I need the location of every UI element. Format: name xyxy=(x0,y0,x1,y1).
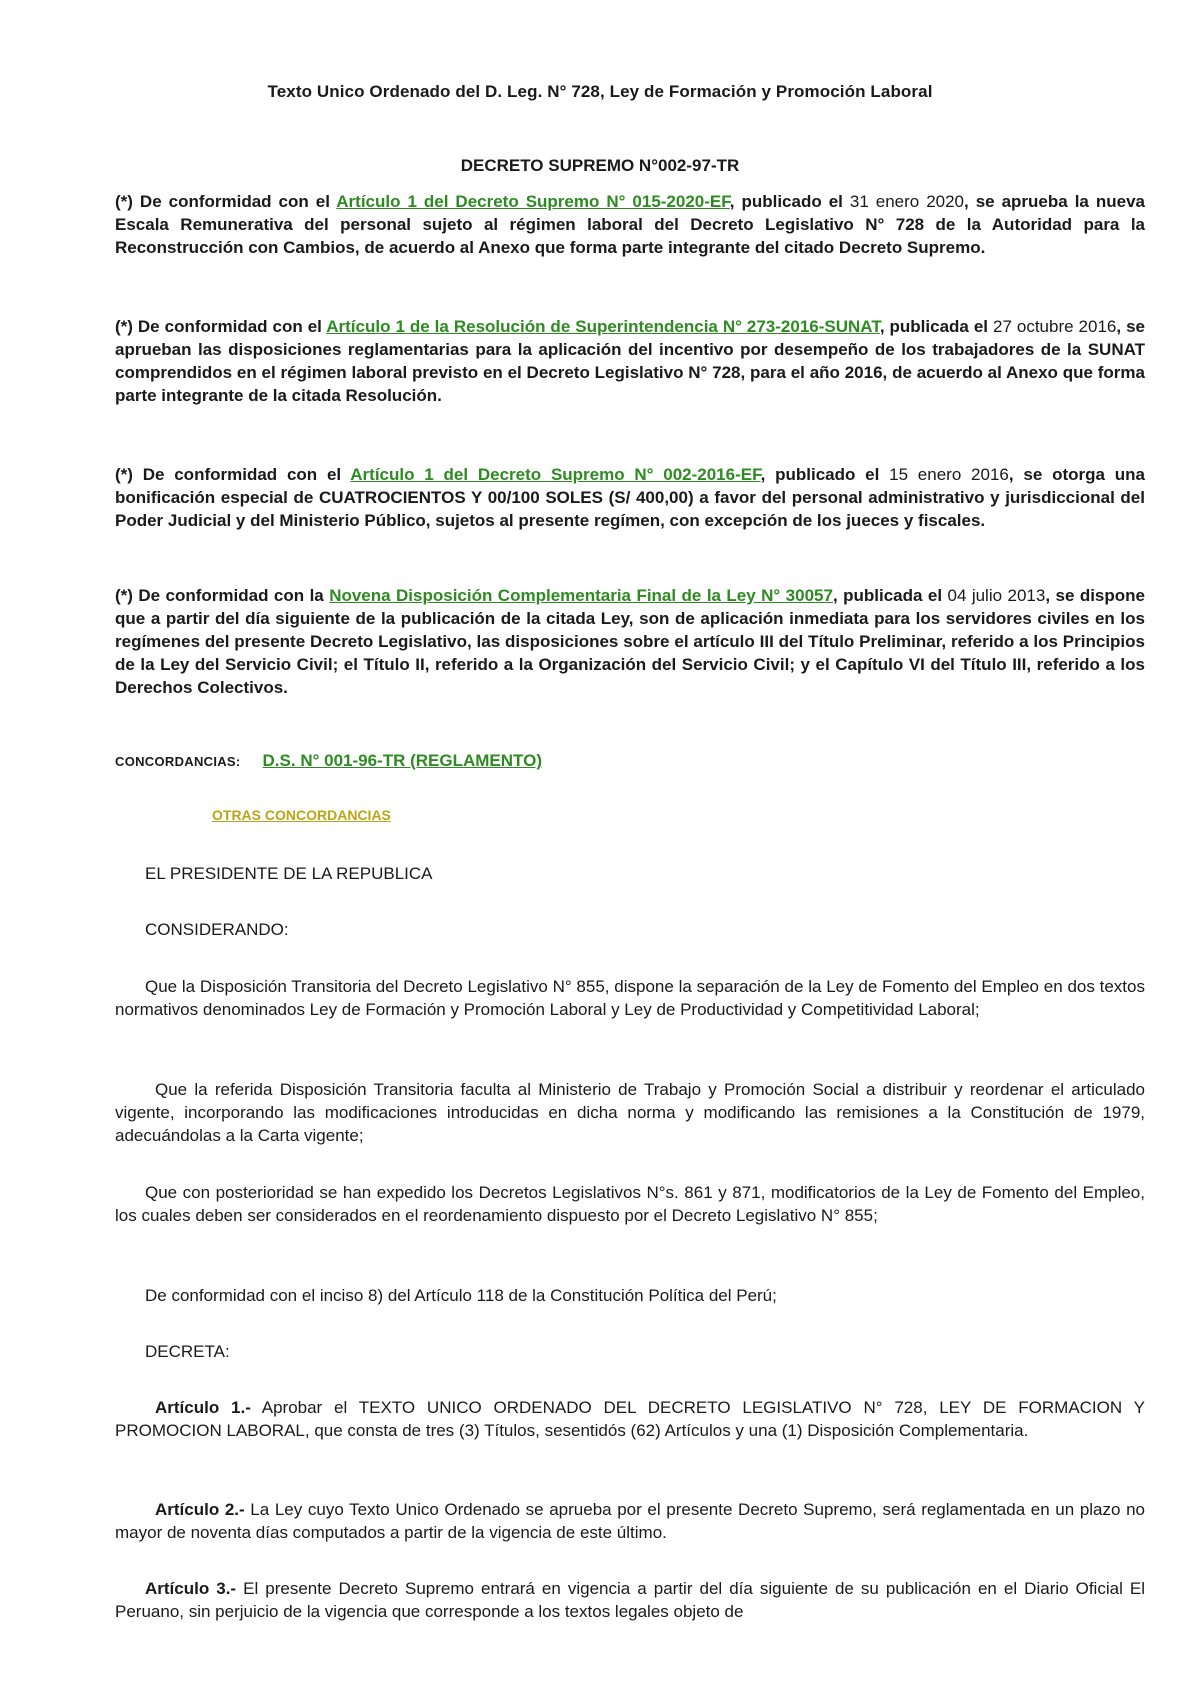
decreta-line xyxy=(115,1340,1145,1363)
article-2-text: La Ley cuyo Texto Unico Ordenado se aprueba por el presente Decreto Supremo, será reglamentada en un plazo no mayor de noventa días computados a partir de la vigencia de este último. xyxy=(115,1500,1145,1542)
reglamento-link[interactable]: D.S. N° 001-96-TR (REGLAMENTO) xyxy=(262,751,542,770)
decree-title: DECRETO SUPREMO N°002-97-TR xyxy=(460,156,740,175)
note-prefix: (*) De conformidad con el xyxy=(115,465,351,484)
note-prefix: (*) De conformidad con la xyxy=(115,586,330,605)
paragraph-2-text: Que la referida Disposición Transitoria faculta al Ministerio de Trabajo y Promoción Social a distribuir y reordenar el articulado vigente, incorporando las modificaciones introducidas en dicha norma y modificando las remisiones a la Constitución de 1979, adecuándolas a la Carta vigente; xyxy=(115,1080,1145,1145)
concordancias-label: CONCORDANCIAS: xyxy=(115,754,241,769)
otras-concordancias-link[interactable]: OTRAS CONCORDANCIAS xyxy=(212,807,391,823)
president-line xyxy=(115,862,1145,885)
note-3-link[interactable]: Artículo 1 del Decreto Supremo N° 002-2016-EF xyxy=(350,465,761,484)
note-date: 04 julio 2013 xyxy=(947,586,1046,605)
note-rest: , se aprueban las disposiciones reglamentarias para la aplicación del incentivo por desempeño de los trabajadores de la SUNAT comprendidos en el régimen laboral previsto en el Decreto Legislativo N° 728, para el año 2016, de acuerdo al Anexo que forma parte integrante de la citada Resolución. xyxy=(115,317,1145,405)
paragraph-3-text: Que con posterioridad se han expedido los Decretos Legislativos N°s. 861 y 871, modificatorios de la Ley de Fomento del Empleo, los cuales deben ser considerados en el reordenamiento dispuesto por el Decreto Legislativo N° 855; xyxy=(115,1183,1145,1225)
paragraph-1 xyxy=(115,975,1145,1021)
article-1-label: Artículo 1.- xyxy=(155,1398,251,1417)
note-4 xyxy=(115,584,1145,699)
article-3 xyxy=(115,1577,1145,1623)
paragraph-1-text: Que la Disposición Transitoria del Decreto Legislativo N° 855, dispone la separación de la Ley de Fomento del Empleo en dos textos normativos denominados Ley de Formación y Promoción Laboral y Ley de Productividad y Competitividad Laboral; xyxy=(115,977,1145,1019)
article-2 xyxy=(115,1498,1145,1544)
paragraph-2 xyxy=(115,1078,1145,1147)
paragraph-4-text: De conformidad con el inciso 8) del Artículo 118 de la Constitución Política del Perú; xyxy=(145,1286,777,1305)
note-date: 31 enero 2020 xyxy=(849,192,965,211)
note-date: 15 enero 2016 xyxy=(889,465,1009,484)
note-4-link[interactable]: Novena Disposición Complementaria Final de la Ley N° 30057 xyxy=(329,586,833,605)
note-mid: , publicada el xyxy=(832,586,948,605)
note-1-link[interactable]: Artículo 1 del Decreto Supremo N° 015-2020-EF xyxy=(336,192,730,211)
note-3 xyxy=(115,463,1145,532)
decreta-text: DECRETA: xyxy=(145,1342,230,1361)
considerando-line xyxy=(115,918,1145,941)
note-2 xyxy=(115,315,1145,407)
article-3-label: Artículo 3.- xyxy=(145,1579,237,1598)
article-1 xyxy=(115,1396,1145,1442)
note-mid: , publicado el xyxy=(729,192,850,211)
president-text: EL PRESIDENTE DE LA REPUBLICA xyxy=(145,864,433,883)
note-prefix: (*) De conformidad con el xyxy=(115,192,337,211)
note-rest: , se dispone que a partir del día siguiente de la publicación de la citada Ley, son de aplicación inmediata para los servidores civiles en los regímenes del presente Decreto Legislativo, las disposiciones sobre el artículo III del Título Preliminar, referido a los Principios de la Ley del Servicio Civil; el Título II, referido a la Organización del Servicio Civil; y el Capítulo VI del Título III, referido a los Derechos Colectivos. xyxy=(115,586,1145,697)
note-date: 27 octubre 2016 xyxy=(993,317,1117,336)
note-mid: , publicado el xyxy=(760,465,890,484)
concordancias-row xyxy=(115,749,1145,773)
article-3-text: El presente Decreto Supremo entrará en vigencia a partir del día siguiente de su publicación en el Diario Oficial El Peruano, sin perjuicio de la vigencia que corresponde a los textos legales objeto de xyxy=(115,1579,1145,1621)
note-rest: , se otorga una bonificación especial de CUATROCIENTOS Y 00/100 SOLES (S/ 400,00) a favor del personal administrativo y jurisdiccional del Poder Judicial y del Ministerio Público, sujetos al presente regímen, con excepción de los jueces y fiscales. xyxy=(115,465,1145,530)
note-mid: , publicada el xyxy=(879,317,993,336)
note-2-link[interactable]: Artículo 1 de la Resolución de Superintendencia N° 273-2016-SUNAT xyxy=(326,317,880,336)
article-1-text: Aprobar el TEXTO UNICO ORDENADO DEL DECRETO LEGISLATIVO N° 728, LEY DE FORMACION Y PROMOCION LABORAL, que consta de tres (3) Títulos, sesentidós (62) Artículos y una (1) Disposición Complementaria. xyxy=(115,1398,1145,1440)
considerando-text: CONSIDERANDO: xyxy=(145,920,289,939)
note-rest: , se aprueba la nueva Escala Remunerativa del personal sujeto al régimen laboral del Decreto Legislativo N° 728 de la Autoridad para la Reconstrucción con Cambios, de acuerdo al Anexo que forma parte integrante del citado Decreto Supremo. xyxy=(115,192,1145,257)
note-1 xyxy=(115,190,1145,259)
paragraph-3 xyxy=(115,1181,1145,1227)
document-title: Texto Unico Ordenado del D. Leg. N° 728, Ley de Formación y Promoción Laboral xyxy=(267,82,933,101)
paragraph-4 xyxy=(115,1284,1145,1307)
article-2-label: Artículo 2.- xyxy=(155,1500,245,1519)
note-prefix: (*) De conformidad con el xyxy=(115,317,327,336)
